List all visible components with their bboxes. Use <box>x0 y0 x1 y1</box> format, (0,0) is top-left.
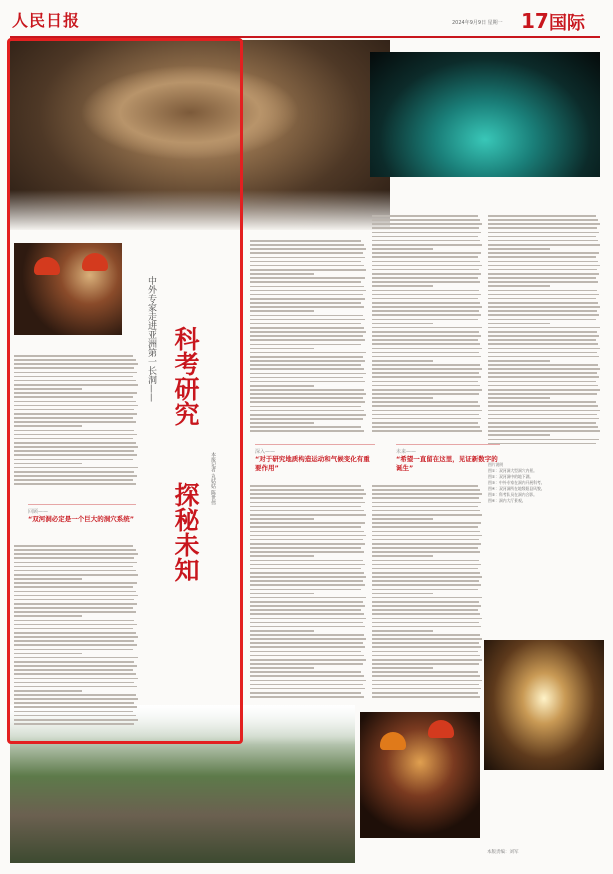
text-line <box>488 397 550 399</box>
section-name: 国际 <box>549 13 585 34</box>
text-line <box>372 572 480 574</box>
text-line <box>250 393 366 395</box>
text-line <box>372 376 481 378</box>
text-line <box>372 281 480 283</box>
text-line <box>372 584 481 586</box>
text-line <box>372 510 480 512</box>
text-line <box>250 651 361 653</box>
text-line <box>372 485 478 487</box>
pull-quote <box>255 448 375 473</box>
editor-credit: 本版责编：刘军 <box>487 850 519 855</box>
text-line <box>250 642 363 644</box>
text-line <box>250 373 366 375</box>
text-line <box>250 584 365 586</box>
text-line <box>372 360 433 362</box>
text-line <box>250 659 366 661</box>
text-line <box>250 385 314 387</box>
text-line <box>488 252 599 254</box>
text-line <box>250 368 364 370</box>
text-line <box>372 269 479 271</box>
text-line <box>250 298 365 300</box>
text-line <box>372 684 479 686</box>
text-line <box>250 360 365 362</box>
text-line <box>372 642 479 644</box>
text-line <box>250 348 314 350</box>
text-line <box>372 526 478 528</box>
text-line <box>488 443 596 445</box>
text-line <box>372 240 480 242</box>
text-line <box>488 393 597 395</box>
text-line <box>372 248 433 250</box>
text-line <box>372 356 481 358</box>
caption-line: 图⑤：科考队员在洞内合影。 <box>488 492 537 497</box>
text-line <box>250 502 365 504</box>
text-line <box>372 646 481 648</box>
text-line <box>250 626 365 628</box>
body-text-column <box>250 485 366 707</box>
text-line <box>488 381 596 383</box>
headline-part-2: 探秘未知 <box>171 482 200 582</box>
text-line <box>488 298 596 300</box>
text-line <box>488 368 600 370</box>
pull-quote-text: “对于研究地质构造运动和气候变化有重要作用” <box>255 455 370 472</box>
text-line <box>250 605 365 607</box>
article-subtitle: 中外专家走进亚洲第一长洞—— <box>146 276 156 402</box>
text-line <box>250 327 364 329</box>
text-line <box>488 389 600 391</box>
text-line <box>250 356 363 358</box>
text-line <box>372 696 480 698</box>
caption-label: 图片说明 <box>488 462 504 467</box>
headline-part-1: 科考研究 <box>171 326 200 426</box>
text-line <box>250 422 314 424</box>
text-line <box>488 410 600 412</box>
text-line <box>488 215 596 217</box>
text-line <box>488 285 550 287</box>
text-line <box>372 539 479 541</box>
text-line <box>372 405 480 407</box>
text-line <box>372 564 481 566</box>
text-line <box>372 368 482 370</box>
text-line <box>372 339 478 341</box>
text-line <box>250 414 366 416</box>
text-line <box>488 302 598 304</box>
text-line <box>372 327 482 329</box>
text-line <box>372 393 479 395</box>
text-line <box>372 535 482 537</box>
text-line <box>372 626 481 628</box>
text-line <box>488 348 600 350</box>
text-line <box>372 659 482 661</box>
text-line <box>488 405 598 407</box>
text-line <box>372 381 478 383</box>
text-line <box>250 593 314 595</box>
text-line <box>488 273 599 275</box>
text-line <box>488 227 597 229</box>
text-line <box>250 344 361 346</box>
text-line <box>250 564 365 566</box>
text-line <box>488 360 550 362</box>
divider <box>396 444 500 445</box>
text-line <box>488 290 597 292</box>
text-line <box>372 397 433 399</box>
text-line <box>488 261 598 263</box>
text-line <box>488 422 596 424</box>
text-line <box>250 671 361 673</box>
caption-line: 图⑥：洞内大厅景观。 <box>488 498 526 503</box>
text-line <box>250 252 363 254</box>
text-line <box>372 319 478 321</box>
text-line <box>372 389 482 391</box>
text-line <box>250 265 364 267</box>
text-line <box>372 261 480 263</box>
text-line <box>372 223 482 225</box>
text-line <box>488 323 550 325</box>
text-line <box>372 348 482 350</box>
text-line <box>372 489 480 491</box>
pull-quote-tag: 深入—— <box>255 449 276 455</box>
text-line <box>372 227 479 229</box>
text-line <box>372 265 482 267</box>
text-line <box>372 593 433 595</box>
text-line <box>250 655 364 657</box>
text-line <box>250 426 361 428</box>
text-line <box>488 236 596 238</box>
text-line <box>372 667 433 669</box>
text-line <box>250 290 366 292</box>
text-line <box>372 232 481 234</box>
helmet-icon <box>380 732 406 750</box>
text-line <box>488 219 598 221</box>
divider <box>255 444 375 445</box>
text-line <box>488 240 598 242</box>
text-line <box>372 663 479 665</box>
text-line <box>372 630 433 632</box>
text-line <box>250 261 361 263</box>
text-line <box>372 252 481 254</box>
text-line <box>250 551 364 553</box>
text-line <box>250 576 366 578</box>
text-line <box>488 414 597 416</box>
text-line <box>372 518 433 520</box>
issue-date: 2024年9月9日 星期一 <box>452 20 503 26</box>
text-line <box>250 675 364 677</box>
text-line <box>372 422 478 424</box>
text-line <box>372 256 478 258</box>
text-line <box>488 372 597 374</box>
text-line <box>372 335 481 337</box>
text-line <box>250 401 365 403</box>
text-line <box>372 622 479 624</box>
text-line <box>372 352 479 354</box>
text-line <box>250 555 314 557</box>
text-line <box>488 401 596 403</box>
text-line <box>250 364 361 366</box>
text-line <box>372 560 479 562</box>
text-line <box>250 410 364 412</box>
text-line <box>372 331 479 333</box>
text-line <box>372 244 482 246</box>
text-line <box>488 426 598 428</box>
text-line <box>372 215 478 217</box>
caption-line: 图①：双河洞大型洞穴内景。 <box>488 468 537 473</box>
text-line <box>372 547 478 549</box>
text-line <box>250 663 363 665</box>
text-line <box>372 502 481 504</box>
text-line <box>488 385 598 387</box>
text-line <box>372 277 478 279</box>
text-line <box>372 430 482 432</box>
text-line <box>372 310 479 312</box>
text-line <box>372 601 479 603</box>
text-line <box>250 406 361 408</box>
text-line <box>250 638 366 640</box>
text-line <box>488 331 597 333</box>
page-header <box>0 0 613 40</box>
text-line <box>488 223 600 225</box>
text-line <box>372 306 482 308</box>
text-line <box>488 310 597 312</box>
text-line <box>250 277 365 279</box>
text-line <box>488 244 600 246</box>
text-line <box>250 609 361 611</box>
text-line <box>372 290 479 292</box>
text-line <box>250 244 364 246</box>
text-line <box>372 401 478 403</box>
text-line <box>372 531 480 533</box>
text-line <box>250 568 361 570</box>
text-line <box>372 638 482 640</box>
text-line <box>250 381 365 383</box>
text-line <box>250 506 361 508</box>
text-line <box>250 630 314 632</box>
text-line <box>488 439 599 441</box>
text-line <box>372 680 482 682</box>
text-line <box>250 539 363 541</box>
text-line <box>488 232 599 234</box>
text-line <box>372 605 481 607</box>
text-line <box>372 497 479 499</box>
text-line <box>250 580 363 582</box>
caption-line: 图②：双河洞中的地下湖。 <box>488 474 534 479</box>
body-text-column <box>250 240 366 440</box>
text-line <box>250 248 366 250</box>
text-line <box>250 696 364 698</box>
text-line <box>488 277 596 279</box>
text-line <box>372 555 433 557</box>
text-line <box>372 651 478 653</box>
text-line <box>250 601 363 603</box>
text-line <box>250 688 365 690</box>
text-line <box>250 526 361 528</box>
text-line <box>372 514 482 516</box>
text-line <box>372 314 481 316</box>
pull-quote-text: “双河洞必定是一个巨大的洞穴系统” <box>28 515 135 523</box>
text-line <box>250 547 361 549</box>
text-line <box>250 485 361 487</box>
text-line <box>372 285 433 287</box>
text-line <box>372 273 481 275</box>
text-line <box>250 597 366 599</box>
photo-captions <box>488 462 598 504</box>
page-number: 17 <box>521 9 549 33</box>
highlight-box <box>7 38 243 744</box>
text-line <box>488 319 596 321</box>
text-line <box>250 543 365 545</box>
cave-chamber-photo <box>484 640 604 770</box>
text-line <box>372 655 480 657</box>
text-line <box>250 489 364 491</box>
text-line <box>372 410 482 412</box>
text-line <box>372 543 481 545</box>
text-line <box>250 310 314 312</box>
text-line <box>372 597 482 599</box>
text-line <box>250 281 361 283</box>
text-line <box>250 493 366 495</box>
text-line <box>372 385 480 387</box>
text-line <box>372 426 480 428</box>
text-line <box>488 434 550 436</box>
text-line <box>250 572 364 574</box>
text-line <box>250 692 361 694</box>
text-line <box>250 522 365 524</box>
text-line <box>250 397 363 399</box>
text-line <box>372 618 482 620</box>
text-line <box>250 302 361 304</box>
text-line <box>488 376 599 378</box>
text-line <box>250 315 363 317</box>
text-line <box>372 671 478 673</box>
text-line <box>372 506 478 508</box>
text-line <box>250 319 365 321</box>
text-line <box>372 219 480 221</box>
text-line <box>372 302 480 304</box>
text-line <box>372 551 480 553</box>
text-line <box>488 335 599 337</box>
text-line <box>488 356 599 358</box>
text-line <box>250 618 366 620</box>
text-line <box>488 418 599 420</box>
body-text-column <box>372 485 482 707</box>
text-line <box>250 667 314 669</box>
text-line <box>250 294 363 296</box>
text-line <box>372 688 481 690</box>
text-line <box>372 568 478 570</box>
underground-lake-photo <box>370 52 600 177</box>
text-line <box>250 589 361 591</box>
text-line <box>488 343 598 345</box>
pull-quote-tag: 未来—— <box>396 449 417 455</box>
text-line <box>250 323 361 325</box>
caption-line: 图③：中外专家在洞内开展科考。 <box>488 480 545 485</box>
text-line <box>372 580 479 582</box>
text-line <box>250 531 364 533</box>
text-line <box>488 256 596 258</box>
text-line <box>372 236 478 238</box>
text-line <box>372 323 433 325</box>
text-line <box>250 510 364 512</box>
text-line <box>250 518 314 520</box>
text-line <box>488 364 598 366</box>
text-line <box>372 418 481 420</box>
byline: 本报记者 丸姑姑 陈世伟 <box>210 452 216 506</box>
body-text-column <box>488 215 600 455</box>
text-line <box>250 613 364 615</box>
text-line <box>372 609 478 611</box>
pull-quote-tag: 回顾—— <box>28 509 49 515</box>
text-line <box>250 273 314 275</box>
text-line <box>250 286 364 288</box>
masthead-logo: 人民日报 <box>12 11 81 30</box>
text-line <box>250 377 363 379</box>
pull-quote <box>396 448 500 473</box>
text-line <box>250 418 363 420</box>
text-line <box>250 257 365 259</box>
text-line <box>372 522 481 524</box>
text-line <box>488 281 598 283</box>
text-line <box>250 331 366 333</box>
text-line <box>250 535 366 537</box>
text-line <box>372 589 478 591</box>
text-line <box>372 298 478 300</box>
text-line <box>372 372 479 374</box>
text-line <box>488 339 596 341</box>
text-line <box>488 430 600 432</box>
text-line <box>250 269 366 271</box>
text-line <box>250 240 361 242</box>
text-line <box>372 613 480 615</box>
text-line <box>250 306 364 308</box>
text-line <box>250 339 365 341</box>
text-line <box>372 634 480 636</box>
text-line <box>488 314 599 316</box>
cavers-team-photo <box>360 712 480 838</box>
text-line <box>372 692 478 694</box>
text-line <box>372 675 480 677</box>
text-line <box>372 414 479 416</box>
text-line <box>488 265 600 267</box>
body-text-column <box>372 215 482 440</box>
text-line <box>372 364 480 366</box>
text-line <box>250 389 364 391</box>
text-line <box>250 622 363 624</box>
text-line <box>250 514 366 516</box>
text-line <box>250 634 364 636</box>
text-line <box>488 248 550 250</box>
text-line <box>250 560 363 562</box>
text-line <box>372 343 480 345</box>
text-line <box>250 335 363 337</box>
text-line <box>488 269 597 271</box>
text-line <box>250 684 363 686</box>
text-line <box>250 430 364 432</box>
text-line <box>372 294 481 296</box>
text-line <box>372 576 482 578</box>
text-line <box>250 497 363 499</box>
text-line <box>372 493 482 495</box>
pull-quote-text: “希望一直留在这里，见证新数字的诞生” <box>396 455 498 472</box>
text-line <box>250 646 365 648</box>
text-line <box>250 352 366 354</box>
text-line <box>250 680 366 682</box>
text-line <box>488 352 597 354</box>
caption-line: 图④：双河洞所在地绥阳县风貌。 <box>488 486 545 491</box>
text-line <box>488 327 600 329</box>
text-line <box>488 306 600 308</box>
helmet-icon <box>428 720 454 738</box>
text-line <box>488 294 599 296</box>
